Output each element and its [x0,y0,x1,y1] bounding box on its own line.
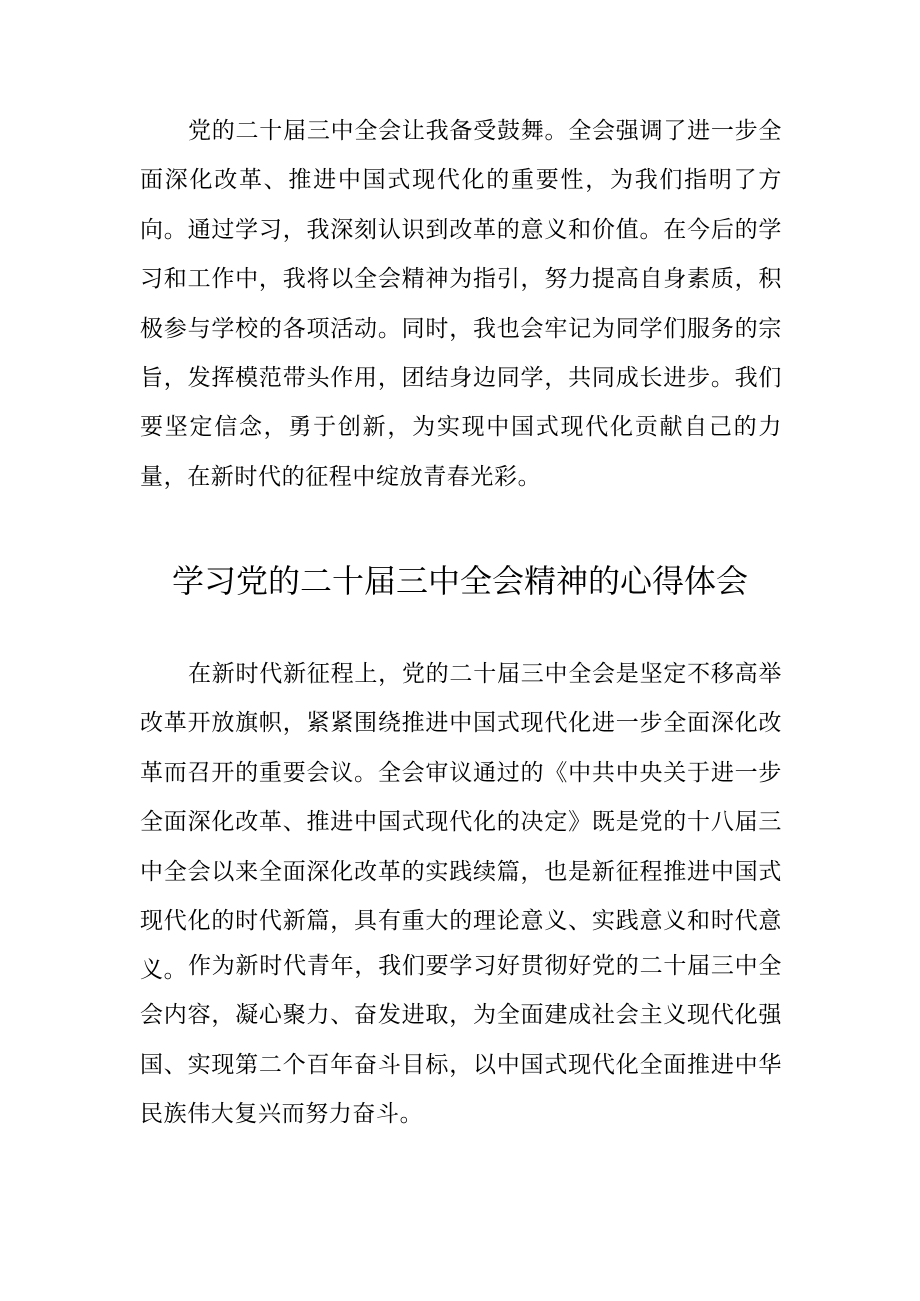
section-title: 学习党的二十届三中全会精神的心得体会 [171,562,748,600]
body-paragraph-1: 党的二十届三中全会让我备受鼓舞。全会强调了进一步全面深化改革、推进中国式现代化的重要性，为我们指明了方向。通过学习，我深刻认识到改革的意义和价值。在今后的学习和工作中，我将以全会精神为指引，努力提高自身素质，积极参与学校的各项活动。同时，我也会牢记为同学们服务的宗旨，发挥模范带头作用，团结身边同学，共同成长进步。我们要坚定信念，勇于创新，为实现中国式现代化贡献自己的力量，在新时代的征程中绽放青春光彩。 [140,118,782,490]
body-paragraph-3: 作为新时代青年，我们要学习好贯彻好党的二十届三中全会内容，凝心聚力、奋发进取，为全面建成社会主义现代化强国、实现第二个百年奋斗目标，以中国式现代化全面推进中华民族伟大复兴而努力奋斗。 [140,953,782,1128]
body-paragraph-2: 在新时代新征程上，党的二十届三中全会是坚定不移高举改革开放旗帜，紧紧围绕推进中国式现代化进一步全面深化改革而召开的重要会议。全会审议通过的《中共中央关于进一步全面深化改革、推进中国式现代化的决定》既是党的十八届三中全会以来全面深化改革的实践续篇，也是新征程推进中国式现代化的时代新篇，具有重大的理论意义、实践意义和时代意义。 [140,661,782,984]
